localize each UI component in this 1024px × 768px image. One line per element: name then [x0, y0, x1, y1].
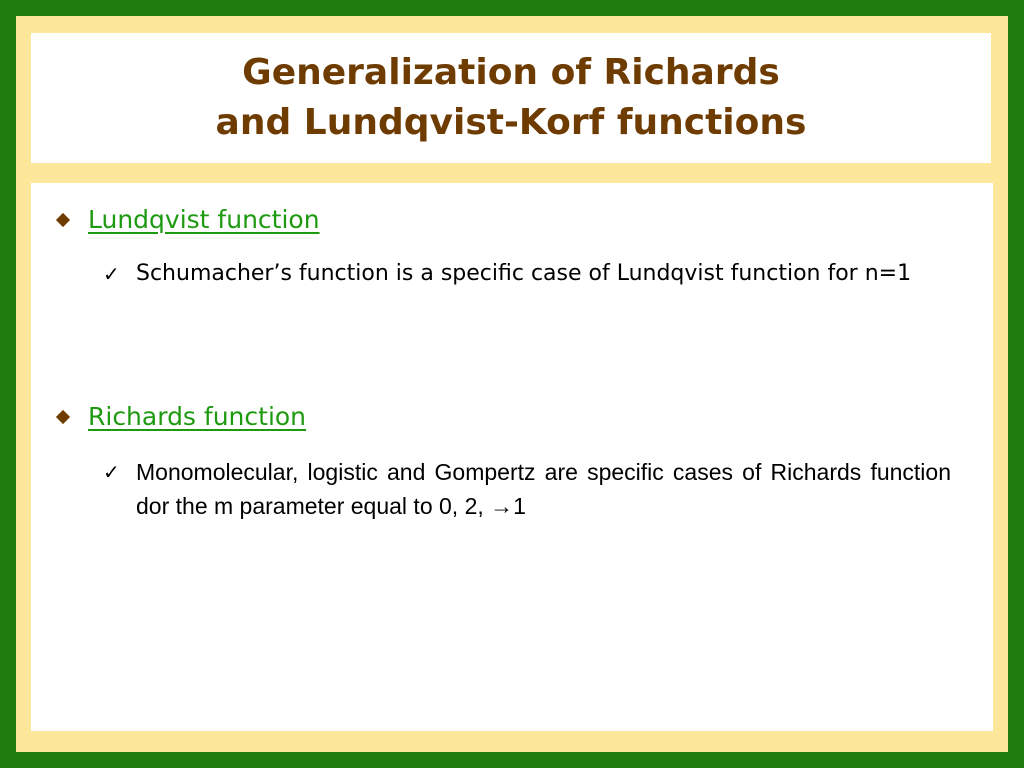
title-panel: [31, 33, 991, 163]
bullet-richards: [55, 402, 306, 431]
sub-bullet-text: Schumacher’s function is a specific case of Lundqvist function for n=1: [136, 261, 912, 286]
checkmark-icon: ✓: [103, 460, 120, 484]
diamond-bullet-icon: [56, 212, 70, 226]
sub-bullet-monomolecular: [103, 455, 951, 523]
slide-title-line-2: and Lundqvist-Korf functions: [215, 102, 807, 143]
bullet-lundqvist: [55, 205, 320, 234]
bullet-label: Lundqvist function: [88, 205, 320, 234]
content-panel: [31, 183, 993, 731]
slide-title-line-1: Generalization of Richards: [242, 52, 780, 93]
diamond-bullet-icon: [56, 409, 70, 423]
sub-bullet-text: Monomolecular, logistic and Gompertz are specific cases of Richards function dor the m parameter equal to 0, 2, →1: [136, 459, 951, 519]
bullet-label: Richards function: [88, 402, 307, 431]
checkmark-icon: ✓: [103, 262, 120, 286]
sub-bullet-schumacher: [103, 257, 951, 291]
